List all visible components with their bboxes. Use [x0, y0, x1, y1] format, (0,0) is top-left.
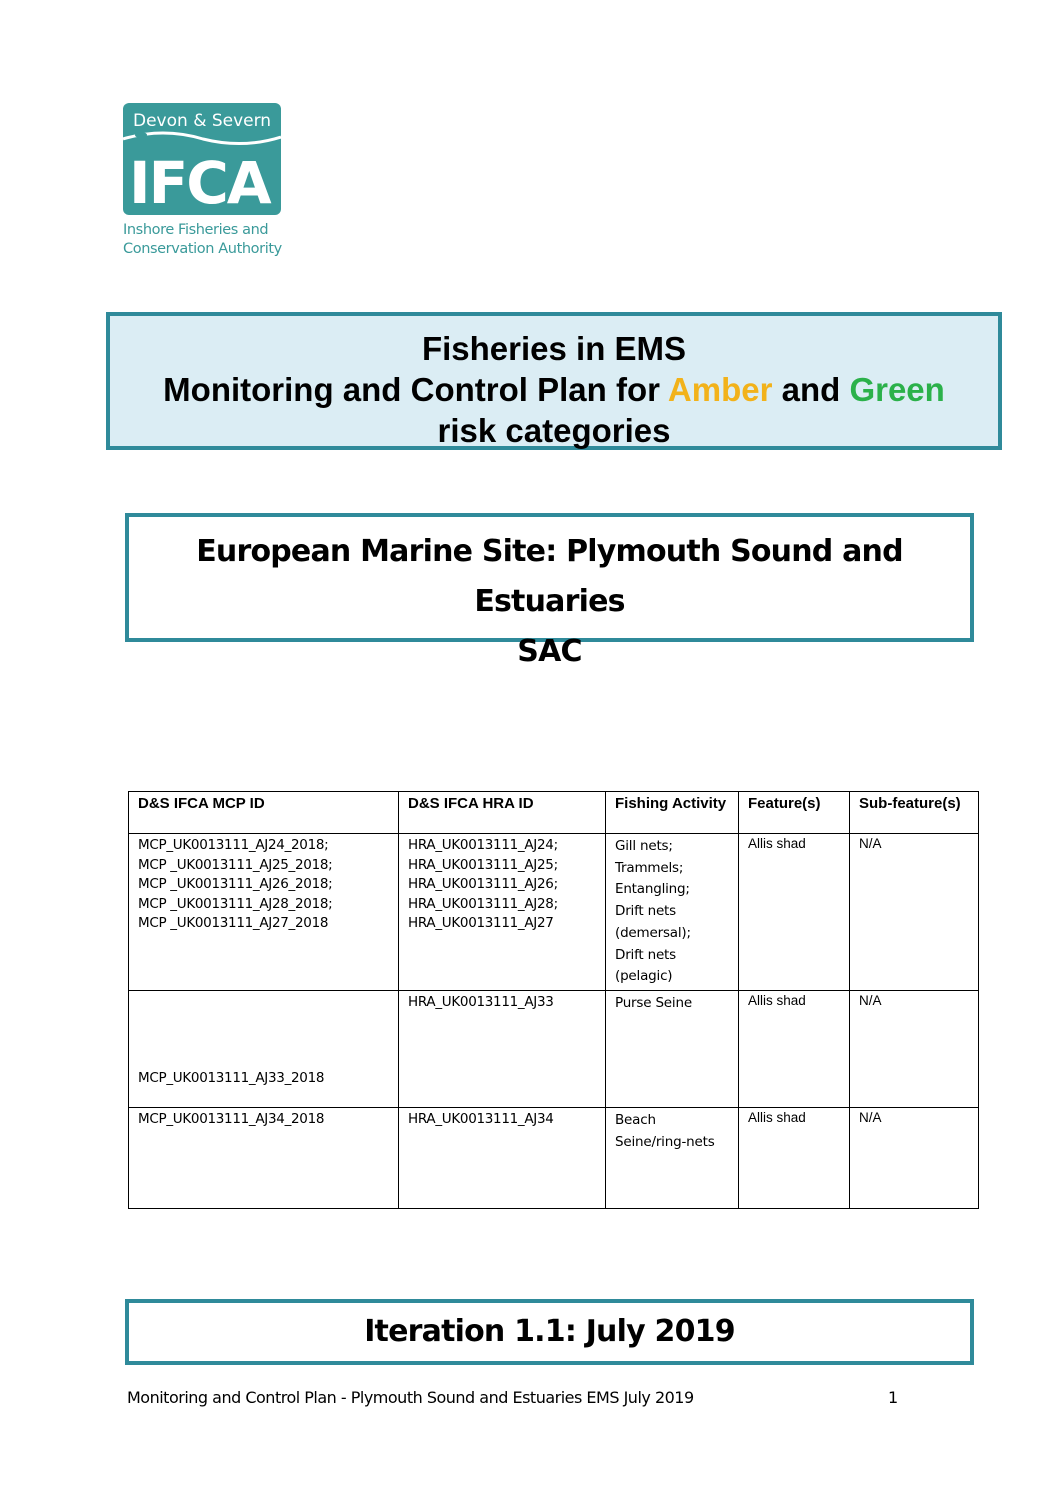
hra-id-cell — [399, 834, 606, 991]
activity-line: Drift nets — [615, 903, 676, 920]
site-name-box — [125, 513, 974, 669]
page-number: 1 — [888, 1388, 899, 1407]
activity-line: Drift nets — [615, 946, 676, 963]
title-green-word: Green — [849, 371, 945, 408]
logo-wave-icon — [123, 129, 281, 151]
table-row — [129, 990, 979, 1107]
activity-line: (pelagic) — [615, 968, 673, 985]
logo-main-block — [123, 145, 281, 215]
table-row — [129, 834, 979, 991]
logo-tagline-line-2: Conservation Authority — [123, 241, 282, 257]
mcp-id: MCP_UK0013111_AJ24_2018; — [138, 837, 329, 853]
activity-line: Gill nets; — [615, 838, 673, 854]
hra-id: HRA_UK0013111_AJ28; — [408, 895, 558, 912]
mcp-id-cell — [129, 834, 399, 991]
title-amber-word: Amber — [667, 371, 773, 408]
fishing-activity-cell — [606, 834, 739, 991]
mcp-id: MCP_UK0013111_AJ34_2018 — [138, 1110, 325, 1127]
hra-id-cell — [399, 990, 606, 1107]
table-header-row — [129, 792, 979, 834]
title-line-1: Fisheries in EMS — [421, 330, 687, 367]
ifca-logo — [123, 103, 283, 259]
document-title-box — [106, 312, 1002, 450]
mcp-id-cell — [129, 990, 399, 1107]
logo-tagline-line-1: Inshore Fisheries and — [123, 222, 269, 238]
title-line-3: risk categories — [437, 412, 671, 449]
feature-cell: Allis shad — [739, 990, 850, 1107]
mcp-id: MCP _UK0013111_AJ27_2018 — [138, 915, 329, 931]
feature-cell: Allis shad — [739, 1107, 850, 1208]
title-line-2-prefix: Monitoring and Control Plan for — [163, 371, 668, 408]
mcp-id: MCP _UK0013111_AJ28_2018; — [138, 895, 333, 912]
fishing-activity-cell — [606, 1107, 739, 1208]
header-features: Feature(s) — [739, 792, 850, 834]
site-name-line-1: European Marine Site: Plymouth Sound and Estuaries — [196, 534, 903, 619]
hra-id: HRA_UK0013111_AJ34 — [408, 1110, 554, 1127]
iteration-text: Iteration 1.1: July 2019 — [364, 1314, 735, 1349]
activity-line: Trammels; — [615, 859, 684, 876]
header-hra-id: D&S IFCA HRA ID — [399, 792, 606, 834]
hra-id: HRA_UK0013111_AJ24; — [408, 837, 558, 853]
header-fishing-activity: Fishing Activity — [606, 792, 739, 834]
feature-cell: Allis shad — [739, 834, 850, 991]
hra-id: HRA_UK0013111_AJ33 — [408, 993, 554, 1010]
table-row — [129, 1107, 979, 1208]
mcp-id: MCP_UK0013111_AJ33_2018 — [138, 1070, 325, 1087]
mcp-id-cell — [129, 1107, 399, 1208]
mcp-table — [128, 791, 979, 1209]
fishing-activity-cell — [606, 990, 739, 1107]
header-mcp-id: D&S IFCA MCP ID — [129, 792, 399, 834]
logo-tagline — [123, 221, 283, 259]
hra-id: HRA_UK0013111_AJ27 — [408, 915, 554, 931]
activity-line: Seine/ring-nets — [615, 1133, 715, 1150]
logo-acronym: IFCA — [129, 149, 270, 217]
subfeature-cell: N/A — [850, 1107, 979, 1208]
title-line-2-mid: and — [772, 371, 850, 408]
activity-line: (demersal); — [615, 924, 691, 941]
mcp-id: MCP _UK0013111_AJ25_2018; — [138, 856, 333, 873]
logo-brand-text: Devon & Severn — [133, 111, 272, 131]
mcp-id: MCP _UK0013111_AJ26_2018; — [138, 876, 333, 892]
activity-line: Entangling; — [615, 881, 690, 898]
page-footer: Monitoring and Control Plan - Plymouth Sound and Estuaries EMS July 2019 — [127, 1388, 694, 1407]
subfeature-cell: N/A — [850, 834, 979, 991]
fish-icon — [135, 132, 147, 138]
hra-id: HRA_UK0013111_AJ25; — [408, 856, 558, 873]
site-name-line-2: SAC — [517, 634, 582, 669]
activity-line: Purse Seine — [615, 994, 692, 1011]
subfeature-cell: N/A — [850, 990, 979, 1107]
activity-line: Beach — [615, 1111, 656, 1128]
hra-id-cell — [399, 1107, 606, 1208]
iteration-box — [125, 1299, 974, 1365]
title-line-2 — [110, 369, 998, 410]
hra-id: HRA_UK0013111_AJ26; — [408, 876, 558, 892]
header-sub-features: Sub-feature(s) — [850, 792, 979, 834]
